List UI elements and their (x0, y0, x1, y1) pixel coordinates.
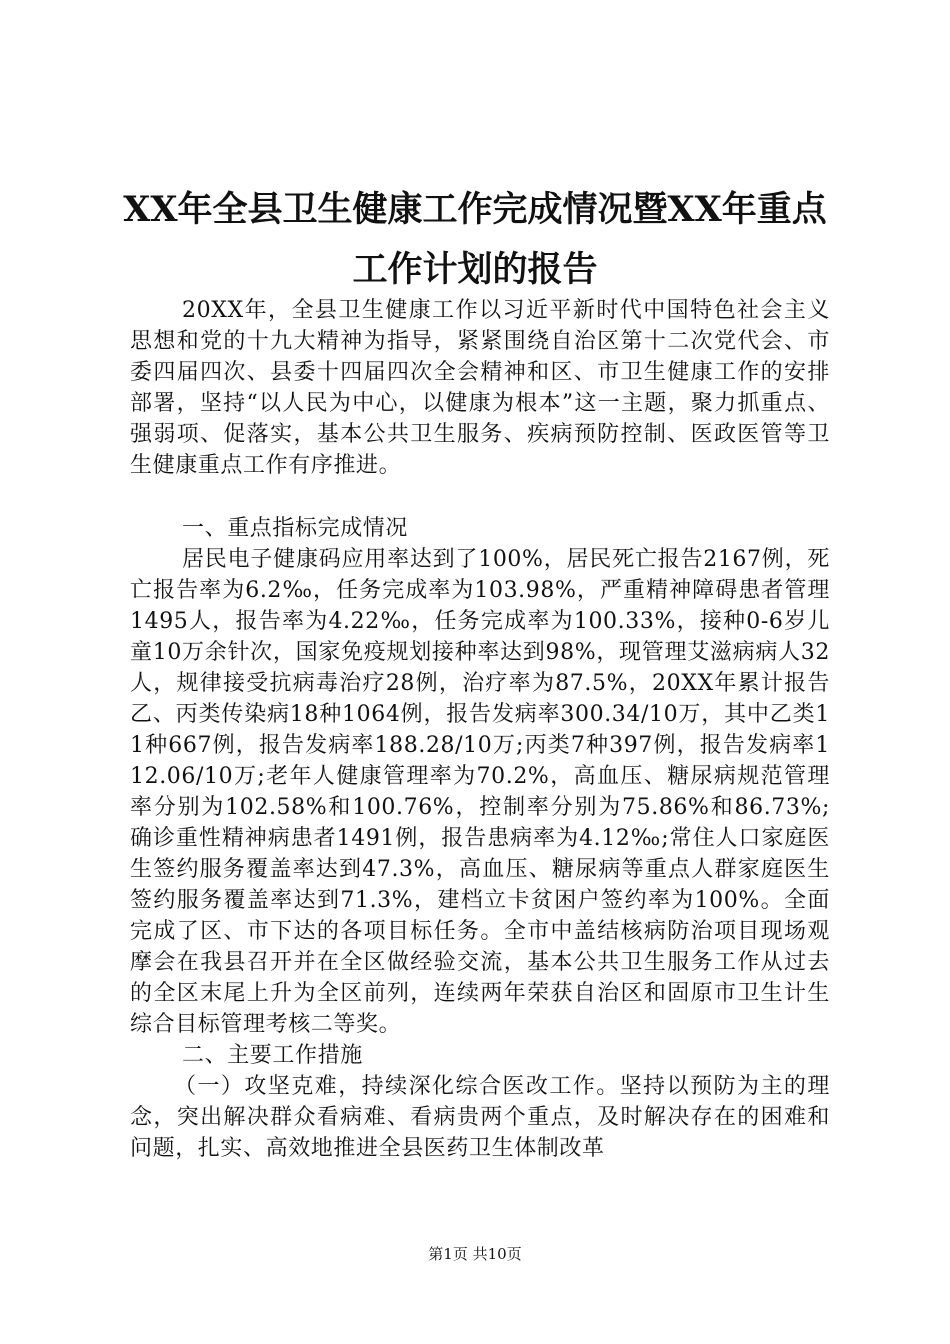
document-title-line-1: XX年全县卫生健康工作完成情况暨XX年重点 (123, 189, 827, 230)
document-body (130, 295, 830, 1164)
page-footer: 第1页 共10页 (428, 1245, 522, 1263)
document-title-line-2: 工作计划的报告 (352, 249, 598, 290)
section-2-item-1: （一）攻坚克难，持续深化综合医改工作。坚持以预防为主的理念，突出解决群众看病难、看病贵两个重点，及时解决存在的困难和问题，扎实、高效地推进全县医药卫生体制改革 (130, 1074, 830, 1161)
intro-paragraph: 20XX年，全县卫生健康工作以习近平新时代中国特色社会主义思想和党的十九大精神为指导，紧紧围绕自治区第十二次党代会、市委四届四次、县委十四届四次全会精神和区、市卫生健康工作的安排部署，坚持“以人民为中心，以健康为根本”这一主题，聚力抓重点、强弱项、促落实，基本公共卫生服务、疾病预防控制、医政医管等卫生健康重点工作有序推进。 (130, 298, 830, 478)
section-2-heading: 二、主要工作措施 (182, 1043, 363, 1068)
section-1-heading: 一、重点指标完成情况 (182, 516, 409, 541)
paragraph-gap (130, 481, 830, 513)
section-1-paragraph: 居民电子健康码应用率达到了100%，居民死亡报告2167例，死亡报告率为6.2‰，任务完成率为103.98%，严重精神障碍患者管理1495人，报告率为4.22‰，任务完成率为100.33%，接种0-6岁儿童10万余针次，国家免疫规划接种率达到98%，现管理艾滋病病人32人，规律接受抗病毒治疗28例，治疗率为87.5%，20XX年累计报告乙、丙类传染病18种1064例，报告发病率300.34/10万，其中乙类11种667例，报告发病率188.28/10万;丙类7种397例，报告发病率112.06/10万;老年人健康管理率为70.2%，高血压、糖尿病规范管理率分别为102.58%和100.76%，控制率分别为75.86%和86.73%;确诊重性精神病患者1491例，报告患病率为4.12‰;常住人口家庭医生签约服务覆盖率达到47.3%，高血压、糖尿病等重点人群家庭医生签约服务覆盖率达到71.3%，建档立卡贫困户签约率为100%。全面完成了区、市下达的各项目标任务。全市中盖结核病防治项目现场观摩会在我县召开并在全区做经验交流，基本公共卫生服务工作从过去的全区末尾上升为全区前列，连续两年荣获自治区和固原市卫生计生综合目标管理考核二等奖。 (130, 547, 830, 1037)
